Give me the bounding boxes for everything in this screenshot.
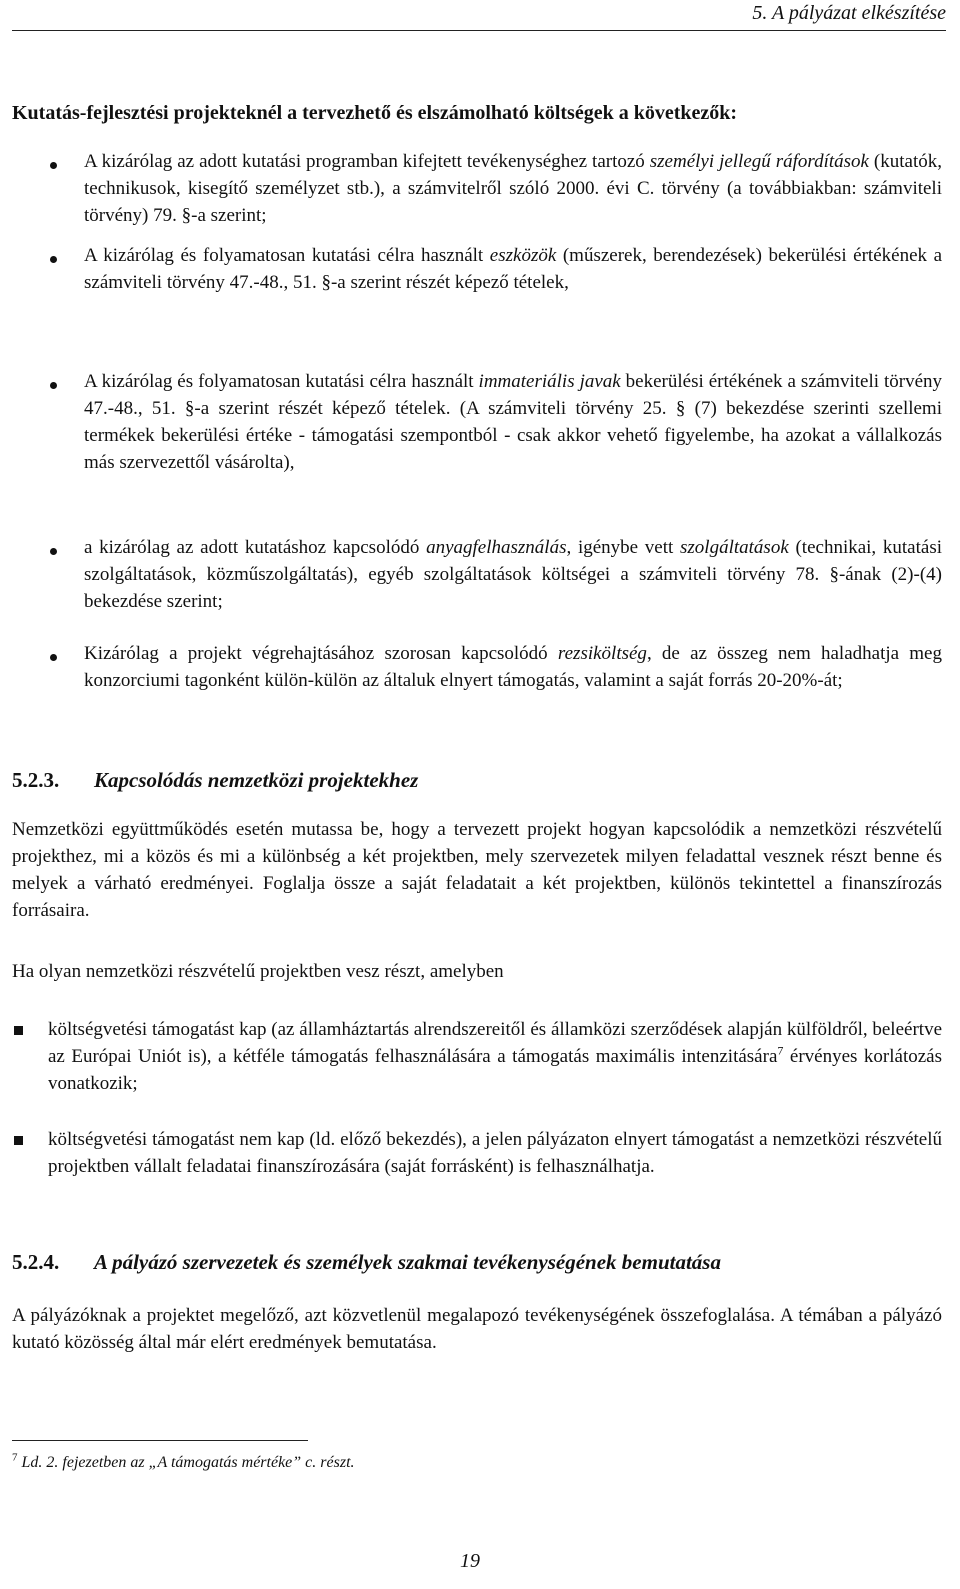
header-rule xyxy=(12,30,946,31)
bullet-dot xyxy=(50,654,57,661)
international-item: költségvetési támogatást nem kap (ld. előző bekezdés), a jelen pályázaton elnyert támogatást a nemzetközi részvételű projektben vállalt feladatai finanszírozására (saját forrásként) is felhasználhatja. xyxy=(48,1129,942,1177)
cost-item-personnel: A kizárólag az adott kutatási programban kifejtett tevékenységhez tartozó személyi jellegű ráfordítások (kutatók, technikusok, kisegítő személyzet stb.), a számvitelről szóló 2000. évi C. törvény (a továbbiakban: számviteli törvény) 79. §-a szerint; xyxy=(84,151,942,226)
cost-item-materials: a kizárólag az adott kutatáshoz kapcsolódó anyagfelhasználás, igénybe vett szolgáltatások (technikai, kutatási szolgáltatások, közműszolgáltatás), egyéb szolgáltatások költségei a számviteli törvény 78. §-ának (2)-(4) bekezdése szerint; xyxy=(84,537,942,612)
bullet-dot xyxy=(50,256,57,263)
running-header: 5. A pályázat elkészítése xyxy=(752,2,946,24)
section-paragraph: A pályázóknak a projektet megelőző, azt közvetlenül megalapozó tevékenységének összefoglalása. A témában a pályázó kutató közösség által már elért eredmények bemutatása. xyxy=(12,1305,942,1353)
footnote: $^7$ Ld. 2. fejezetben az „A támogatás mértéke” c. részt. xyxy=(12,1451,355,1471)
section-paragraph: Nemzetközi együttműködés esetén mutassa be, hogy a tervezett projekt hogyan kapcsolódik a nemzetközi részvételű projekthez, mi a közös és mi a különbség a két projektben, mely szervezetek milyen feladattal vesznek részt benne és melyek a várható eredményei. Foglalja össze a saját feladatait a két projektben, különös tekintettel a finanszírozás forrásaira. xyxy=(12,819,942,921)
footnote-mark: 7 xyxy=(12,1451,18,1464)
section-title: Kapcsolódás nemzetközi projektekhez xyxy=(94,768,419,792)
bullet-dot xyxy=(50,162,57,169)
cost-item-equipment: A kizárólag és folyamatosan kutatási célra használt eszközök (műszerek, berendezések) bekerülési értékének a számviteli törvény 47.-48., 51. §-a szerint részét képező tételek, xyxy=(84,245,943,293)
bullet-dot xyxy=(50,382,57,389)
section-title: A pályázó szervezetek és személyek szakmai tevékenységének bemutatása xyxy=(94,1250,721,1274)
cost-item-intangible: A kizárólag és folyamatosan kutatási célra használt immateriális javak bekerülési értékének a számviteli törvény 47.-48., 51. §-a szerint részét képező tételek. (A számviteli törvény 25. § (7) bekezdése szerinti szellemi termékek bekerülési értéke - támogatási szempontból - csak akkor vehető figyelembe, ha azokat a vállalkozás más szervezettől vásárolta), xyxy=(84,371,943,473)
section-number: 5.2.3. xyxy=(12,768,60,792)
bullet-dot xyxy=(50,548,57,555)
international-item: költségvetési támogatást kap (az államháztartás alrendszereitől és államközi szerződések alapján külföldről, beleértve az Európai Uniót is), a kétféle támogatás felhasználására a támogatás maximális intenzitására$^7$ érvényes korlátozás vonatkozik; xyxy=(48,1019,942,1094)
page-number: 19 xyxy=(460,1550,480,1572)
bullet-square xyxy=(14,1026,23,1035)
section-number: 5.2.4. xyxy=(12,1250,60,1274)
cost-item-overhead: Kizárólag a projekt végrehajtásához szorosan kapcsolódó rezsiköltség, de az összeg nem haladhatja meg konzorciumi tagonként külön-külön az általuk elnyert támogatás, valamint a saját forrás 20-20%-át; xyxy=(84,643,942,691)
footnote-ref[interactable]: 7 xyxy=(777,1043,784,1058)
costs-heading: Kutatás-fejlesztési projekteknél a tervezhető és elszámolható költségek a következők: xyxy=(12,102,738,124)
footnote-rule xyxy=(12,1440,308,1441)
bullet-square xyxy=(14,1136,23,1145)
section-paragraph: Ha olyan nemzetközi részvételű projektben vesz részt, amelyben xyxy=(12,961,504,982)
